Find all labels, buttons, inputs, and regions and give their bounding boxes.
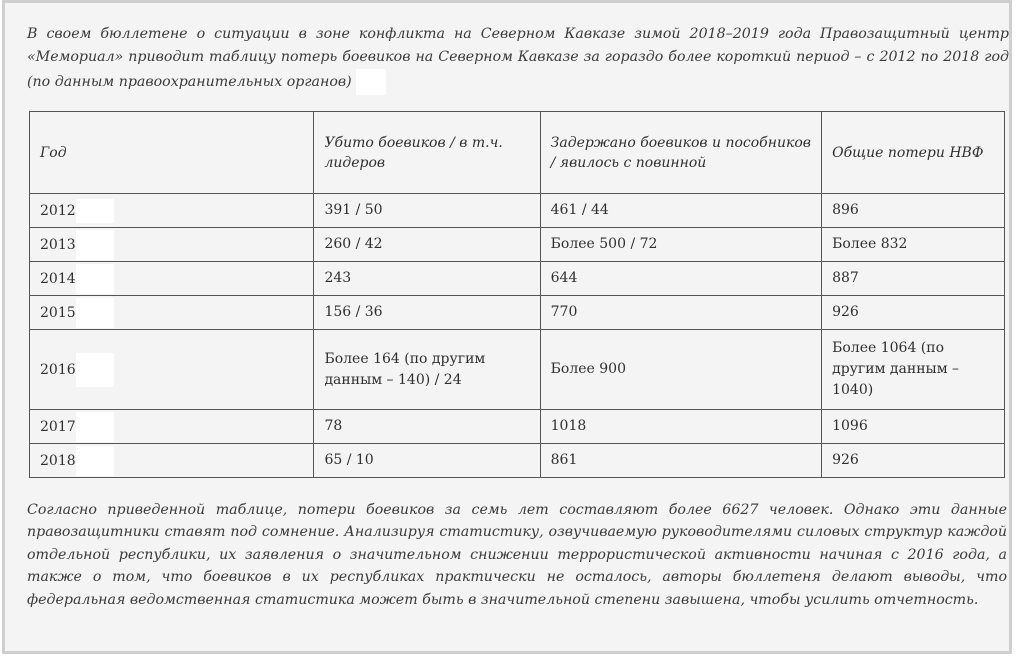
conclusion-paragraph: Согласно приведенной таблице, потери боевиков за семь лет составляют более 6627 человек. Однако эти данные правозащитники ставят под сомнение. Анализируя статистику, озвучиваемую руководителями силовых структур каждой отдельной республики, их заявления о значительном снижении террористической активности начиная с 2016 года, а также о том, что боевиков в их республиках практически не осталось, авторы бюллетеня делают выводы, что федеральная ведомственная статистика может быть в значительной степени завышена, чтобы усилить отчетность. [27, 502, 1007, 608]
year-value: 2012 [40, 202, 76, 219]
year-cell [30, 194, 314, 228]
total-cell: Более 832 [822, 228, 1005, 262]
total-cell: 926 [822, 296, 1005, 330]
killed-cell: 243 [314, 262, 540, 296]
redaction-mask [76, 412, 114, 442]
total-cell: 1096 [822, 410, 1005, 444]
table-row [30, 444, 1005, 478]
killed-cell: Более 164 (по другим данным – 140) / 24 [314, 330, 540, 410]
redaction-mask [76, 353, 114, 387]
redaction-mask [76, 446, 114, 476]
redaction-mask [76, 298, 114, 328]
detained-cell: Более 900 [540, 330, 821, 410]
header-killed: Убито боевиков / в т.ч. лидеров [314, 112, 540, 194]
year-value: 2017 [40, 418, 76, 435]
year-cell [30, 262, 314, 296]
intro-text: В своем бюллетене о ситуации в зоне конфликта на Северном Кавказе зимой 2018–2019 года Правозащитный центр «Мемориал» приводит таблицу потерь боевиков на Северном Кавказе за гораздо более короткий период – с 2012 по 2018 год (по данным правоохранительных органов) [27, 26, 1009, 90]
year-value: 2018 [40, 452, 76, 469]
redaction-mask [76, 230, 114, 260]
detained-cell: 861 [540, 444, 821, 478]
killed-cell: 260 / 42 [314, 228, 540, 262]
year-cell [30, 410, 314, 444]
header-detained: Задержано боевиков и пособников / явилось с повинной [540, 112, 821, 194]
total-cell: Более 1064 (по другим данным – 1040) [822, 330, 1005, 410]
table-row [30, 410, 1005, 444]
year-cell [30, 228, 314, 262]
killed-cell: 156 / 36 [314, 296, 540, 330]
killed-cell: 65 / 10 [314, 444, 540, 478]
redaction-mask [356, 69, 386, 95]
killed-cell: 78 [314, 410, 540, 444]
table-row [30, 330, 1005, 410]
killed-cell: 391 / 50 [314, 194, 540, 228]
table-row [30, 296, 1005, 330]
table-row [30, 228, 1005, 262]
redaction-mask [76, 199, 114, 223]
total-cell: 896 [822, 194, 1005, 228]
total-cell: 926 [822, 444, 1005, 478]
year-cell [30, 330, 314, 410]
table-row [30, 262, 1005, 296]
losses-table [29, 111, 1005, 478]
detained-cell: 770 [540, 296, 821, 330]
year-cell [30, 296, 314, 330]
redaction-mask [76, 264, 114, 294]
year-value: 2016 [40, 361, 76, 378]
detained-cell: 644 [540, 262, 821, 296]
total-cell: 887 [822, 262, 1005, 296]
year-cell [30, 444, 314, 478]
intro-paragraph [27, 23, 1009, 95]
detained-cell: 1018 [540, 410, 821, 444]
header-year: Год [30, 112, 314, 194]
detained-cell: 461 / 44 [540, 194, 821, 228]
year-value: 2014 [40, 270, 76, 287]
table-row [30, 194, 1005, 228]
year-value: 2015 [40, 304, 76, 321]
table-header-row [30, 112, 1005, 194]
header-total: Общие потери НВФ [822, 112, 1005, 194]
year-value: 2013 [40, 236, 76, 253]
detained-cell: Более 500 / 72 [540, 228, 821, 262]
article-frame [2, 0, 1012, 654]
